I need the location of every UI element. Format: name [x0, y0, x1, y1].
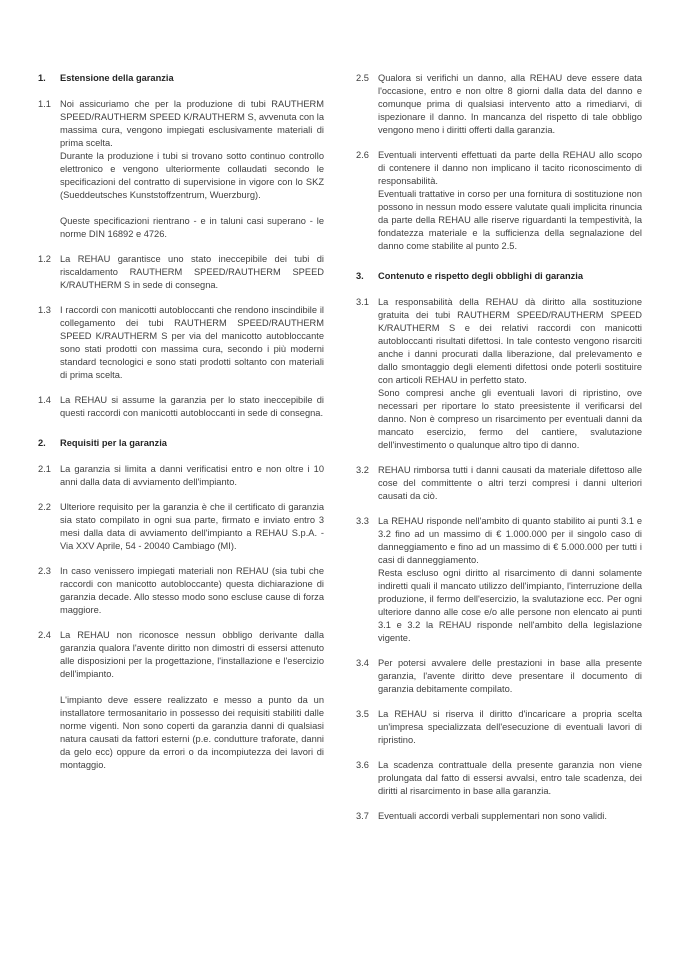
- clause-number: 1.2: [38, 254, 51, 264]
- clause-paragraph: Eventuali interventi effettuati da parte della REHAU allo scopo di contenere il danno non implicano il tacito riconoscimento di responsabilità.: [378, 150, 642, 186]
- clause-number: 2.6: [356, 150, 369, 160]
- clause-number: 2.5: [356, 73, 369, 83]
- clause-paragraph: Sono compresi anche gli eventuali lavori di ripristino, ove necessari per riportare lo stato preesistente il verificarsi del danno. Non è compreso un risarcimento per eventuali danni da mancato esercizio, fermo del cantiere, svalutazione dell'investimento o qualunque altro tipo di danno.: [378, 388, 642, 450]
- clause-body: [378, 759, 642, 798]
- warranty-clause: [38, 629, 324, 772]
- clause-paragraph: L'impianto deve essere realizzato e messo a punto da un installatore termosanitario in possesso dei requisiti stabiliti dalle norme vigenti. Non sono coperti da garanzia danni di qualsiasi natura causati da fattori esterni (p.e. condutture traforate, danni da gelo ecc) oppure da errori o da incompiutezza dei lavori di montaggio.: [60, 695, 324, 770]
- clause-paragraph: In caso venissero impiegati materiali non REHAU (sia tubi che raccordi con manicotto autobloccante) questa dichiarazione di garanzia decade. Allo stesso modo sono escluse cause di forza maggiore.: [60, 566, 324, 615]
- clause-paragraph: Ulteriore requisito per la garanzia è che il certificato di garanzia sia stato compilato in ogni sua parte, firmato e inviato entro 3 mesi dalla data di avviamento dell'impianto a REHAU S.p.A. - Via XXV Aprile, 54 - 20040 Cambiago (MI).: [60, 502, 324, 551]
- warranty-clause: [356, 708, 642, 747]
- clause-paragraph: La REHAU garantisce uno stato ineccepibile dei tubi di riscaldamento RAUTHERM SPEED/RAUTHERM SPEED K/RAUTHERM S in sede di consegna.: [60, 254, 324, 290]
- section-title: Contenuto e rispetto degli obblighi di garanzia: [378, 271, 584, 281]
- clause-number: 3.6: [356, 760, 369, 770]
- clause-paragraph: La responsabilità della REHAU dà diritto alla sostituzione gratuita dei tubi RAUTHERM SPEED/RAUTHERM SPEED K/RAUTHERM S e dei relativi raccordi con manicotti autobloccanti risultati difettosi. In tale contesto vengono risarciti anche i danni procurati dalla liberazione, dal prelevamento e dallo smontaggio degli elementi difettosi onde poterli sostituire con articoli REHAU in perfetto stato.: [378, 297, 642, 385]
- warranty-clause: [356, 515, 642, 645]
- clause-paragraph: Resta escluso ogni diritto al risarcimento di danni solamente indiretti quali il mancato utilizzo dell'impianto, l'interruzione della produzione, il fermo dell'esercizio, la svalutazione ecc. Per ogni ulteriore danno alle cose e/o alle persone non elencato ai punti 3.1 e 3.2 la REHAU risponde nell'ambito della legislazione vigente.: [378, 568, 642, 643]
- text-column-left: [38, 72, 324, 835]
- clause-body: [60, 394, 324, 420]
- warranty-clause: [356, 759, 642, 798]
- section-heading: [356, 270, 642, 283]
- warranty-clause: [38, 501, 324, 553]
- clause-body: [378, 296, 642, 452]
- document-columns: [38, 72, 642, 835]
- clause-paragraph: Durante la produzione i tubi si trovano sotto continuo controllo elettronico e vengono ulteriormente collaudati secondo le specificazioni del contratto di supervisione in vigore con lo SKZ (Sueddeutsches Kunststoffzentrum, Wuerzburg).: [60, 151, 324, 200]
- warranty-clause: [356, 296, 642, 452]
- clause-body: [378, 149, 642, 253]
- clause-body: [60, 501, 324, 553]
- clause-paragraph: Eventuali accordi verbali supplementari non sono validi.: [378, 811, 607, 821]
- section-number: 2.: [38, 438, 46, 448]
- warranty-clause: [38, 98, 324, 241]
- clause-body: [60, 565, 324, 617]
- section-number: 1.: [38, 73, 46, 83]
- clause-number: 1.3: [38, 305, 51, 315]
- clause-paragraph: La garanzia si limita a danni verificatisi entro e non oltre i 10 anni dalla data di avviamento dell'impianto.: [60, 464, 324, 487]
- clause-body: [378, 657, 642, 696]
- clause-paragraph: Qualora si verifichi un danno, alla REHAU deve essere data l'occasione, entro e non oltre 8 giorni dalla data del danno e comunque prima di qualsiasi intervento atto a rimediarvi, di ispezionare il danno. In mancanza del rispetto di tale obbligo vengono meno i diritti offerti dalla garanzia.: [378, 73, 642, 135]
- clause-number: 3.3: [356, 516, 369, 526]
- warranty-clause: [38, 304, 324, 382]
- clause-body: [378, 464, 642, 503]
- clause-number: 3.2: [356, 465, 369, 475]
- clause-number: 2.2: [38, 502, 51, 512]
- warranty-clause: [356, 72, 642, 137]
- warranty-clause: [38, 394, 324, 420]
- text-column-right: [356, 72, 642, 835]
- warranty-clause: [38, 253, 324, 292]
- clause-paragraph: Eventuali trattative in corso per una fornitura di sostituzione non possono in nessun modo essere valutate quali implicita rinuncia da parte della REHAU alle riserve riguardanti la tempestività, la fondatezza materiale e la sufficienza della segnalazione del danno come stabilite al punto 2.5.: [378, 189, 642, 251]
- clause-body: [378, 810, 642, 823]
- clause-number: 3.7: [356, 811, 369, 821]
- warranty-clause: [356, 657, 642, 696]
- clause-paragraph: La REHAU risponde nell'ambito di quanto stabilito ai punti 3.1 e 3.2 fino ad un massimo di € 1.000.000 per il singolo caso di danneggiamento e fino ad un massimo di € 5.000.000 per tutti i casi di danneggiamento.: [378, 516, 642, 565]
- clause-body: [378, 708, 642, 747]
- clause-number: 2.4: [38, 630, 51, 640]
- clause-number: 1.1: [38, 99, 51, 109]
- warranty-clause: [356, 464, 642, 503]
- clause-body: [60, 463, 324, 489]
- clause-number: 3.4: [356, 658, 369, 668]
- clause-paragraph: Queste specificazioni rientrano - e in taluni casi superano - le norme DIN 16892 e 4726.: [60, 216, 324, 239]
- clause-number: 2.3: [38, 566, 51, 576]
- section-heading: [38, 437, 324, 450]
- clause-number: 3.5: [356, 709, 369, 719]
- section-heading: [38, 72, 324, 85]
- clause-body: [378, 72, 642, 137]
- clause-paragraph: Noi assicuriamo che per la produzione di tubi RAUTHERM SPEED/RAUTHERM SPEED K/RAUTHERM S, avvenuta con la massima cura, vengono impiegati esclusivamente materiali di prima scelta.: [60, 99, 325, 148]
- clause-number: 2.1: [38, 464, 51, 474]
- warranty-clause: [38, 565, 324, 617]
- clause-paragraph: Per potersi avvalere delle prestazioni in base alla presente garanzia, l'avente diritto deve presentare il documento di garanzia debitamente compilato.: [378, 658, 642, 694]
- clause-paragraph: La REHAU si assume la garanzia per lo stato ineccepibile di questi raccordi con manicotti autobloccanti in sede di consegna.: [60, 395, 324, 418]
- clause-body: [60, 304, 324, 382]
- clause-paragraph: La REHAU non riconosce nessun obbligo derivante dalla garanzia qualora l'avente diritto non dimostri di essersi attenuto alle disposizioni per la progettazione, l'installazione e l'esercizio dell'impianto.: [60, 630, 324, 679]
- section-title: Requisiti per la garanzia: [60, 438, 167, 448]
- clause-paragraph: REHAU rimborsa tutti i danni causati da materiale difettoso alle cose del committente o altri terzi compresi i danni ulteriori causati da ciò.: [378, 465, 642, 501]
- warranty-clause: [356, 149, 642, 253]
- clause-paragraph: La scadenza contrattuale della presente garanzia non viene prolungata dal fatto di essersi avvalsi, entro tale scadenza, dei diritti al risarcimento in base alla garanzia.: [378, 760, 642, 796]
- clause-body: [60, 629, 324, 772]
- clause-body: [60, 98, 324, 241]
- clause-number: 1.4: [38, 395, 51, 405]
- section-title: Estensione della garanzia: [60, 73, 174, 83]
- clause-body: [60, 253, 324, 292]
- warranty-clause: [356, 810, 642, 823]
- section-number: 3.: [356, 271, 364, 281]
- warranty-clause: [38, 463, 324, 489]
- clause-paragraph: I raccordi con manicotti autobloccanti che rendono inscindibile il collegamento dei tubi RAUTHERM SPEED/RAUTHERM SPEED K/RAUTHERM S per via del manicotto autobloccante sono stati prodotti con massima cura, secondo i più moderni standard tecnologici e sono stati prodotti soltanto con materiali di prima scelta.: [60, 305, 324, 380]
- clause-paragraph: La REHAU si riserva il diritto d'incaricare a propria scelta un'impresa specializzata dell'esecuzione di eventuali lavori di ripristino.: [378, 709, 642, 745]
- clause-number: 3.1: [356, 297, 369, 307]
- clause-body: [378, 515, 642, 645]
